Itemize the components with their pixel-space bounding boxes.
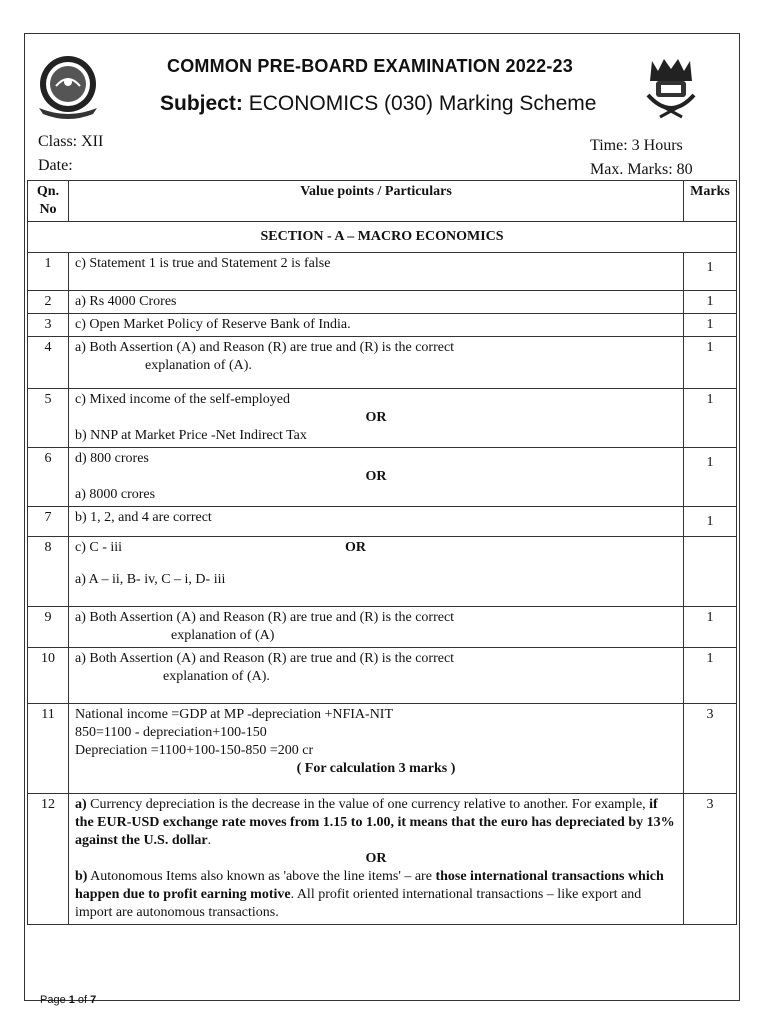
or-label: OR: [365, 851, 387, 866]
answer-option: b) NNP at Market Price -Net Indirect Tax: [75, 428, 307, 443]
answer-line: a) Both Assertion (A) and Reason (R) are true and (R) is the correct: [75, 610, 455, 625]
qn-cell: 9: [28, 607, 69, 648]
qn-cell: 3: [28, 314, 69, 337]
answer-cell: [69, 704, 684, 794]
answer-line: explanation of (A).: [145, 358, 252, 373]
qn-cell: 1: [28, 253, 69, 291]
marks-cell: 1: [684, 389, 737, 448]
school-emblem-icon: [33, 52, 103, 122]
table-row: [28, 337, 737, 389]
answer-option: c) Mixed income of the self-employed: [75, 392, 290, 407]
answer-line: explanation of (A).: [163, 669, 270, 684]
answer-cell: [69, 448, 684, 507]
answer-cell: [69, 389, 684, 448]
marks-cell: 1: [684, 648, 737, 704]
or-label: OR: [365, 410, 387, 425]
class-label: Class: XII: [38, 133, 104, 150]
marks-cell: 1: [684, 448, 737, 507]
table-row: [28, 794, 737, 925]
marks-cell: [684, 537, 737, 607]
answer-option-row: [75, 539, 677, 557]
marks-cell: 1: [684, 291, 737, 314]
qn-cell: 8: [28, 537, 69, 607]
subject-value: ECONOMICS (030) Marking Scheme: [248, 92, 597, 115]
table-row: [28, 314, 737, 337]
qn-cell: 2: [28, 291, 69, 314]
marks-cell: 1: [684, 253, 737, 291]
table-row: [28, 648, 737, 704]
answer-cell: [69, 337, 684, 389]
date-label: Date:: [38, 157, 73, 174]
answer-line: Depreciation =1100+100-150-850 =200 cr: [75, 743, 314, 758]
subject-label: Subject:: [160, 92, 243, 115]
or-label: OR: [365, 469, 387, 484]
marks-cell: 1: [684, 337, 737, 389]
qn-cell: 6: [28, 448, 69, 507]
qn-cell: 12: [28, 794, 69, 925]
marking-scheme-table: [27, 180, 737, 925]
answer-line: 850=1100 - depreciation+100-150: [75, 725, 267, 740]
answer-cell: [69, 537, 684, 607]
answer-cell: b) 1, 2, and 4 are correct: [69, 507, 684, 537]
marks-cell: 1: [684, 507, 737, 537]
qn-cell: 4: [28, 337, 69, 389]
page-number: Page 1 of 7: [40, 994, 97, 1006]
answer-line: a) Both Assertion (A) and Reason (R) are true and (R) is the correct: [75, 651, 455, 666]
section-a-heading: SECTION - A – MACRO ECONOMICS: [28, 222, 737, 253]
col-marks-header: Marks: [684, 181, 737, 222]
table-row: [28, 537, 737, 607]
answer-line: National income =GDP at MP -depreciation +NFIA-NIT: [75, 707, 394, 722]
answer-line: explanation of (A): [171, 628, 275, 643]
table-row: [28, 507, 737, 537]
answer-option: a) 8000 crores: [75, 487, 156, 502]
answer-cell: a) Rs 4000 Crores: [69, 291, 684, 314]
section-row: [28, 222, 737, 253]
table-row: [28, 704, 737, 794]
marks-cell: 3: [684, 794, 737, 925]
table-row: [28, 607, 737, 648]
answer-line: ( For calculation 3 marks ): [296, 761, 456, 776]
marks-cell: 1: [684, 607, 737, 648]
table-header-row: [28, 181, 737, 222]
exam-title: COMMON PRE-BOARD EXAMINATION 2022-23: [167, 56, 573, 76]
qn-cell: 5: [28, 389, 69, 448]
subject-line: [160, 92, 620, 116]
answer-cell: [69, 648, 684, 704]
answer-paragraph: b) Autonomous Items also known as 'above the line items' – are those international transactions which happen due to profit earning motive. All profit oriented international transactions – like export and import are autonomous transactions.: [75, 869, 664, 920]
table-row: [28, 389, 737, 448]
answer-cell: c) Open Market Policy of Reserve Bank of India.: [69, 314, 684, 337]
answer-paragraph: a) Currency depreciation is the decrease in the value of one currency relative to another. For example, if the EUR-USD exchange rate moves from 1.15 to 1.00, it means that the euro has depreciated by 13% against the U.S. dollar.: [75, 797, 675, 848]
qn-cell: 10: [28, 648, 69, 704]
marks-cell: 1: [684, 314, 737, 337]
table-row: [28, 291, 737, 314]
time-label: Time: 3 Hours: [590, 137, 683, 154]
marks-cell: 3: [684, 704, 737, 794]
col-value-header: Value points / Particulars: [69, 181, 684, 222]
answer-option: a) A – ii, B- iv, C – i, D- iii: [75, 572, 226, 587]
max-marks-label: Max. Marks: 80: [590, 161, 693, 178]
answer-line: a) Both Assertion (A) and Reason (R) are true and (R) is the correct: [75, 340, 455, 355]
or-label: OR: [345, 540, 366, 555]
answer-cell: [69, 794, 684, 925]
qn-cell: 11: [28, 704, 69, 794]
col-qn-header: Qn. No: [28, 181, 69, 222]
answer-cell: c) Statement 1 is true and Statement 2 is false: [69, 253, 684, 291]
crest-emblem-icon: [640, 55, 702, 121]
answer-option: c) C - iii: [75, 540, 123, 555]
answer-cell: [69, 607, 684, 648]
table-row: [28, 253, 737, 291]
answer-option: d) 800 crores: [75, 451, 149, 466]
qn-cell: 7: [28, 507, 69, 537]
table-row: [28, 448, 737, 507]
